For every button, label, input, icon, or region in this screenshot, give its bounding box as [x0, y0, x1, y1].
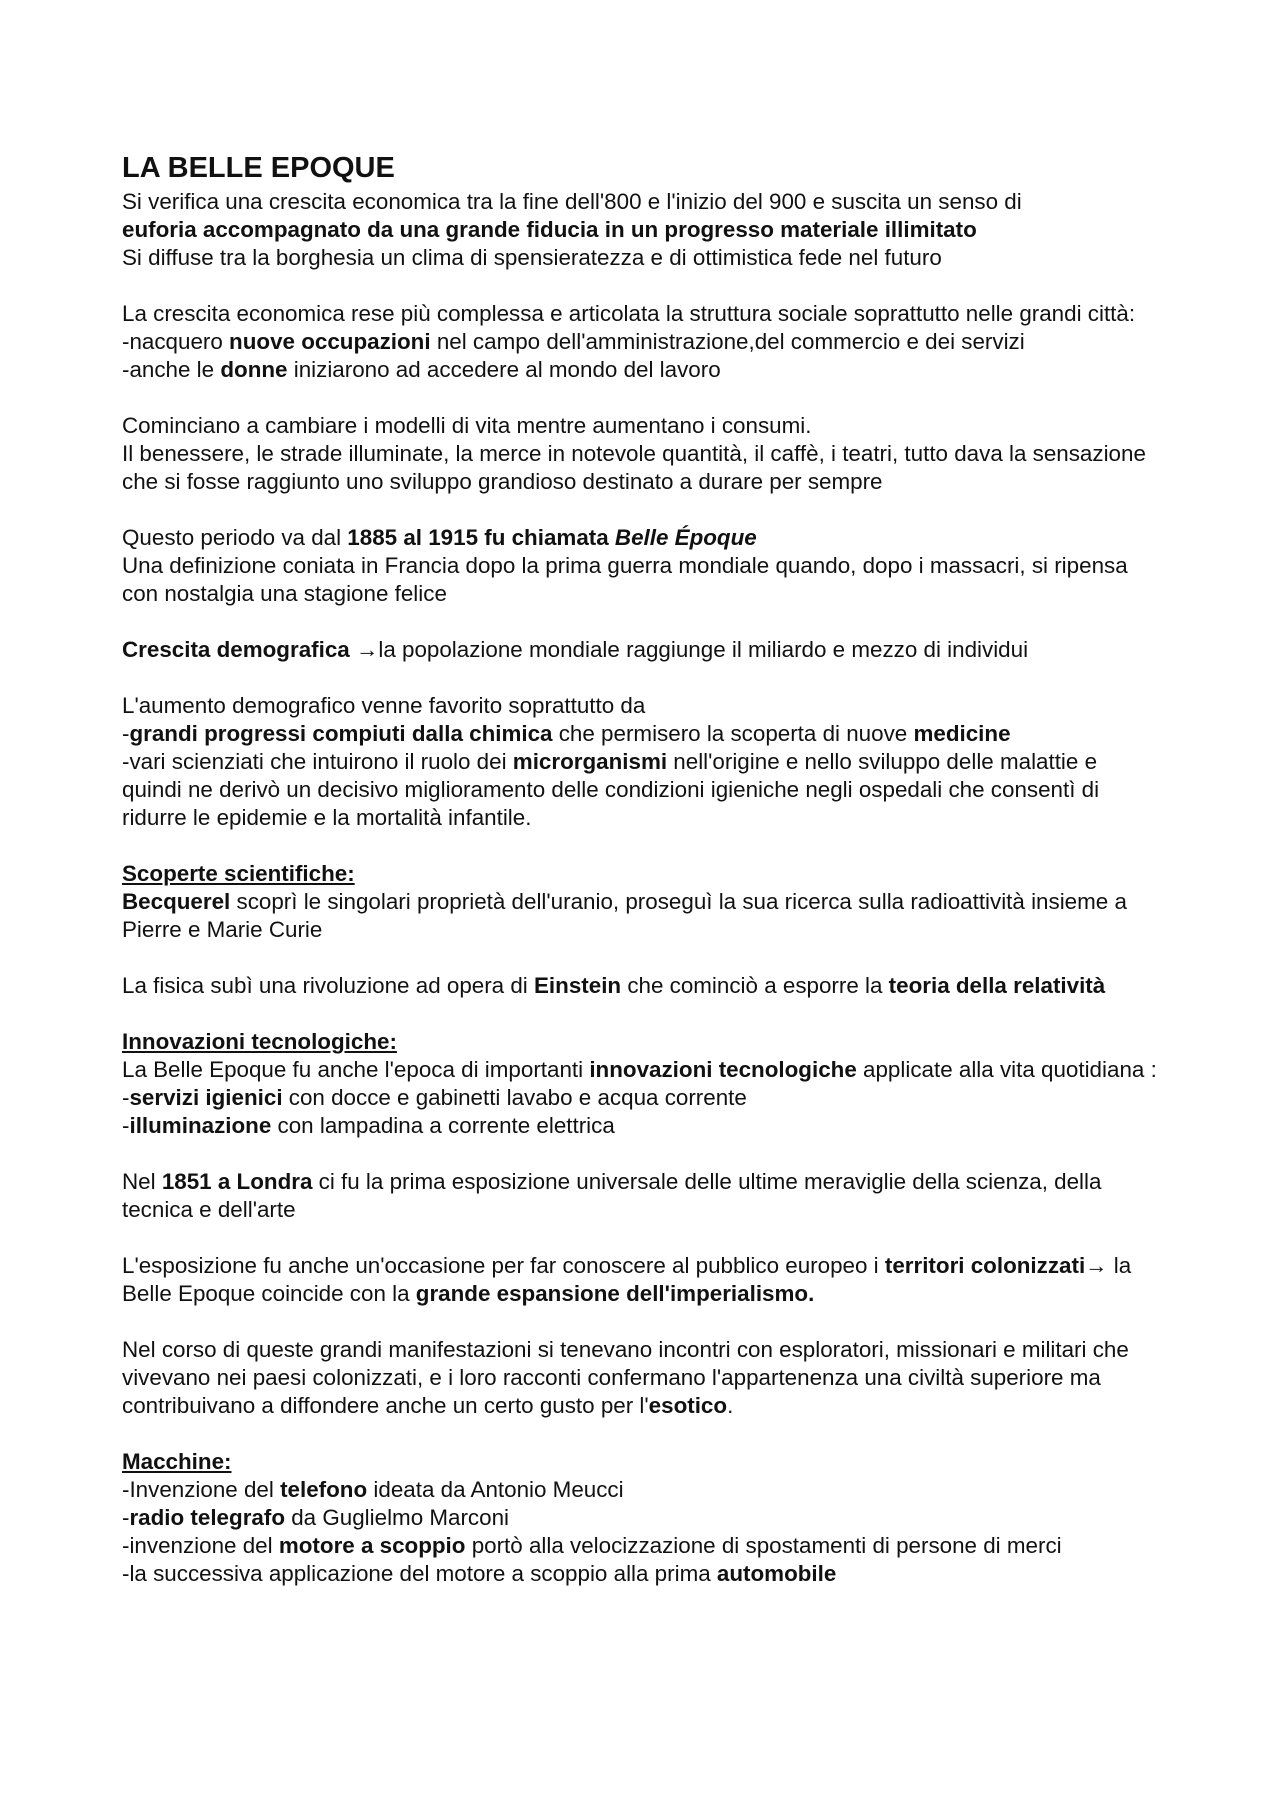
bold-text: grande espansione dell'imperialismo. [415, 1281, 815, 1306]
text: con lampadina a corrente elettrica [271, 1113, 615, 1138]
section-heading: Scoperte scientifiche: [122, 861, 355, 886]
paragraph [122, 1168, 1160, 1224]
bold-text: radio telegrafo [129, 1505, 285, 1530]
bold-text: nuove occupazioni [229, 329, 431, 354]
text: - [122, 1113, 130, 1138]
text: applicate alla vita quotidiana : [856, 1057, 1157, 1082]
text: ideata da Antonio Meucci [367, 1477, 624, 1502]
paragraph: L'aumento demografico venne favorito soprattutto da [122, 693, 646, 718]
text: - [122, 1505, 130, 1530]
scoperte-section [122, 860, 1160, 944]
text: -anche le [122, 357, 221, 382]
bold-text: 1851 a Londra [161, 1169, 313, 1194]
bullet-item [122, 356, 1160, 384]
text: che permisero la scoperta di nuove [552, 721, 914, 746]
bold-text: teoria della relatività [888, 973, 1106, 998]
bullet-item [122, 720, 1160, 748]
bullet-item [122, 1476, 1160, 1504]
bullet-item [122, 1560, 1160, 1588]
text: . [727, 1393, 734, 1418]
demographic-section [122, 636, 1160, 664]
text: portò alla velocizzazione di spostamenti di persone di merci [465, 1533, 1062, 1558]
paragraph: Una definizione coniata in Francia dopo la prima guerra mondiale quando, dopo i massacri, si ripensa con nostalgia una stagione felice [122, 553, 1128, 606]
paragraph: Si diffuse tra la borghesia un clima di spensieratezza e di ottimistica fede nel futuro [122, 245, 942, 270]
expo-section [122, 1168, 1160, 1224]
life-section [122, 412, 1160, 496]
bold-text: donne [220, 357, 288, 382]
bold-text: microrganismi [512, 749, 668, 774]
text: Nel [122, 1169, 162, 1194]
paragraph [122, 216, 1160, 244]
bold-text: grandi progressi compiuti dalla chimica [129, 721, 553, 746]
text: Nel corso di queste grandi manifestazioni si tenevano incontri con esploratori, missionari e militari che vivevano nei paesi colonizzati, e i loro racconti confermano l'appartenenza una civiltà superiore ma contribuivano a diffondere anche un certo gusto per l' [122, 1337, 1129, 1418]
bold-text: euforia accompagnato da una grande fiducia in un progresso materiale illimitato [122, 217, 977, 242]
fisica-section [122, 972, 1160, 1000]
bold-text: motore a scoppio [278, 1533, 466, 1558]
bold-text: medicine [913, 721, 1011, 746]
bold-text: esotico [648, 1393, 728, 1418]
text: La fisica subì una rivoluzione ad opera di [122, 973, 534, 998]
intro-section [122, 188, 1160, 272]
bold-text: Becquerel [122, 889, 231, 914]
text: La Belle Epoque fu anche l'epoca di importanti [122, 1057, 590, 1082]
expo-colonies-section [122, 1252, 1160, 1308]
increase-section [122, 692, 1160, 832]
macchine-section [122, 1448, 1160, 1588]
paragraph [122, 524, 1160, 552]
bold-text: Crescita demografica [122, 637, 350, 662]
expo-meetings-section [122, 1336, 1160, 1420]
social-section [122, 300, 1160, 384]
bullet-item [122, 748, 1160, 832]
period-section [122, 524, 1160, 608]
paragraph [122, 972, 1160, 1000]
text: con docce e gabinetti lavabo e acqua corrente [282, 1085, 747, 1110]
text: nel campo dell'amministrazione,del commercio e dei servizi [430, 329, 1025, 354]
paragraph: Il benessere, le strade illuminate, la merce in notevole quantità, il caffè, i teatri, tutto dava la sensazione che si fosse raggiunto uno sviluppo grandioso destinato a durare per sempre [122, 441, 1146, 494]
page-title: LA BELLE EPOQUE [122, 152, 395, 184]
bold-text: territori colonizzati [884, 1253, 1086, 1278]
bullet-item [122, 1112, 1160, 1140]
paragraph: Cominciano a cambiare i modelli di vita mentre aumentano i consumi. [122, 413, 812, 438]
text: -la successiva applicazione del motore a scoppio alla prima [122, 1561, 717, 1586]
paragraph: La crescita economica rese più complessa e articolata la struttura sociale soprattutto nelle grandi città: [122, 301, 1136, 326]
text: →la popolazione mondiale raggiunge il miliardo e mezzo di individui [349, 637, 1029, 662]
text: → la Belle Epoque coincide con la [122, 1253, 1132, 1306]
section-heading: Innovazioni tecnologiche: [122, 1029, 397, 1054]
paragraph [122, 1056, 1160, 1084]
bullet-item [122, 1084, 1160, 1112]
bold-text: 1885 al 1915 fu chiamata [347, 525, 615, 550]
text: -vari scienziati che intuirono il ruolo dei [122, 749, 513, 774]
bold-text: innovazioni tecnologiche [589, 1057, 857, 1082]
paragraph [122, 1252, 1160, 1308]
paragraph: Si verifica una crescita economica tra la fine dell'800 e l'inizio del 900 e suscita un senso di [122, 189, 1022, 214]
text: -invenzione del [122, 1533, 279, 1558]
paragraph [122, 1336, 1160, 1420]
bold-text: telefono [280, 1477, 368, 1502]
text: -Invenzione del [122, 1477, 281, 1502]
text: -nacquero [122, 329, 230, 354]
text: da Guglielmo Marconi [285, 1505, 510, 1530]
text: scoprì le singolari proprietà dell'uranio, proseguì la sua ricerca sulla radioattività insieme a Pierre e Marie Curie [122, 889, 1127, 942]
bold-text: illuminazione [129, 1113, 272, 1138]
bold-italic-text: Belle Époque [614, 525, 757, 550]
text: che cominciò a esporre la [621, 973, 889, 998]
text: L'esposizione fu anche un'occasione per far conoscere al pubblico europeo i [122, 1253, 885, 1278]
text: nell'origine e nello sviluppo delle malattie e quindi ne derivò un decisivo miglioramento delle condizioni igieniche negli ospedali che consentì di ridurre le epidemie e la mortalità infantile. [122, 749, 1100, 830]
text: iniziarono ad accedere al mondo del lavoro [287, 357, 721, 382]
bold-text: Einstein [534, 973, 622, 998]
section-heading: Macchine: [122, 1449, 232, 1474]
text: Questo periodo va dal [122, 525, 348, 550]
paragraph [122, 636, 1160, 664]
bullet-item [122, 328, 1160, 356]
innovazioni-section [122, 1028, 1160, 1140]
bullet-item [122, 1504, 1160, 1532]
bold-text: servizi igienici [129, 1085, 283, 1110]
text: ci fu la prima esposizione universale delle ultime meraviglie della scienza, della tecnica e dell'arte [122, 1169, 1102, 1222]
bold-text: automobile [716, 1561, 837, 1586]
text: - [122, 721, 130, 746]
bullet-item [122, 1532, 1160, 1560]
text: - [122, 1085, 130, 1110]
paragraph [122, 888, 1160, 944]
